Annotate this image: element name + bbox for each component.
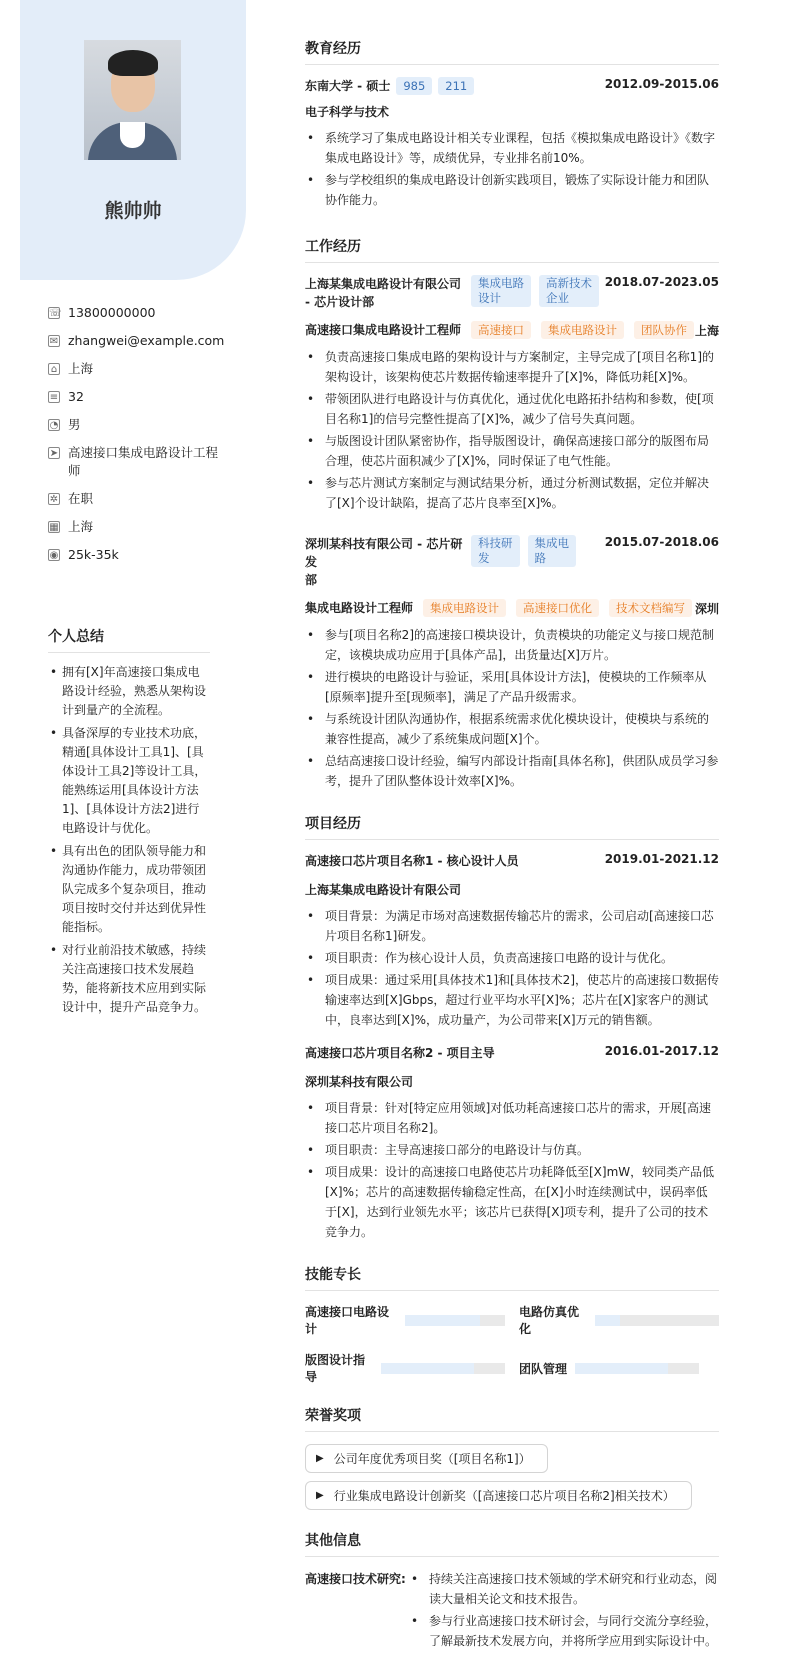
project-details bbox=[305, 1098, 719, 1242]
skill-name: 高速接口电路设计 bbox=[305, 1305, 390, 1336]
company-tag-line: 设计 bbox=[478, 291, 501, 305]
info-text: 32 bbox=[68, 389, 84, 404]
job-city: 深圳 bbox=[694, 601, 719, 616]
sidebar bbox=[0, 0, 260, 1624]
job-duty-item: • 参与[项目名称2]的高速接口模块设计，负责模块的功能定义与接口规范制定，该模块成功应用于[具体产品]，出货量达[X]万片。 bbox=[305, 625, 719, 665]
project-item: • 项目职责：主导高速接口部分的电路设计与仿真。 bbox=[305, 1140, 719, 1160]
skill-tag: 团队协作 bbox=[634, 321, 694, 339]
info-text: zhangwei@example.com bbox=[68, 333, 225, 348]
info-row bbox=[48, 518, 223, 536]
company-tag bbox=[539, 275, 599, 307]
other-item: • 持续关注高速接口技术领域的学术研究和行业动态，阅读大量相关论文和技术报告。 bbox=[409, 1569, 719, 1609]
company-name-line1: 深圳某科技有限公司 - 芯片研发 bbox=[305, 537, 463, 569]
skill-tag: 高速接口 bbox=[471, 321, 531, 339]
project-date: 2016.01-2017.12 bbox=[604, 1044, 719, 1058]
info-row bbox=[48, 360, 223, 378]
job-header bbox=[305, 275, 719, 311]
other-section bbox=[305, 1530, 719, 1653]
company-tag bbox=[528, 535, 577, 567]
project-entry bbox=[305, 1044, 719, 1242]
honors-section bbox=[305, 1405, 719, 1518]
expand-triangle-icon: ▶ bbox=[316, 1453, 324, 1464]
candidate-name: 熊帅帅 bbox=[104, 200, 162, 222]
work-section bbox=[305, 236, 719, 791]
info-row bbox=[48, 490, 223, 508]
company-tag-line: 企业 bbox=[546, 291, 569, 305]
contact-info bbox=[48, 304, 223, 574]
age-icon: ≡ bbox=[49, 392, 59, 403]
summary-item: • 具有出色的团队领导能力和沟通协作能力，成功带领团队完成多个复杂项目，推动项目按时交付并达到优异性能指标。 bbox=[48, 842, 210, 937]
skill-tag: 技术文档编写 bbox=[609, 599, 692, 617]
section-title: 工作经历 bbox=[305, 236, 719, 263]
company-tag-line: 科技研 bbox=[478, 536, 513, 550]
job-duty-item: • 进行模块的电路设计与验证，采用[具体设计方法]，使模块的工作频率从[原频率]提升至[现频率]，满足了产品升级需求。 bbox=[305, 667, 719, 707]
company-tag-line: 路 bbox=[534, 551, 546, 565]
company-tag-line: 集成电路 bbox=[478, 276, 524, 290]
project-company: 上海某集成电路设计有限公司 bbox=[305, 883, 462, 897]
education-item: • 系统学习了集成电路设计相关专业课程，包括《模拟集成电路设计》《数字集成电路设计》等，成绩优异，专业排名前10%。 bbox=[305, 128, 719, 168]
skill-level-fill bbox=[405, 1315, 480, 1326]
info-text: 上海 bbox=[68, 519, 94, 534]
honor-name: 行业集成电路设计创新奖（[高速接口芯片项目名称2]相关技术） bbox=[333, 1489, 675, 1503]
skill-item bbox=[305, 1351, 505, 1385]
honor-name: 公司年度优秀项目奖（[项目名称1]） bbox=[333, 1452, 531, 1466]
info-text: 高速接口集成电路设计工程师 bbox=[68, 445, 219, 478]
skill-item bbox=[305, 1303, 505, 1337]
education-section bbox=[305, 38, 719, 207]
project-details bbox=[305, 906, 719, 1030]
job-entry bbox=[305, 275, 719, 513]
school-tag: 211 bbox=[438, 77, 474, 95]
job-duty-item: • 与系统设计团队沟通协作，根据系统需求优化模块设计，使模块与系统的兼容性提高，减少了系统集成问题[X]个。 bbox=[305, 709, 719, 749]
honor-item[interactable] bbox=[305, 1481, 692, 1510]
main-content bbox=[305, 38, 719, 1653]
project-item: • 项目成果：通过采用[具体技术1]和[具体技术2]，使芯片的高速接口数据传输速率达到[X]Gbps，超过行业平均水平[X]%；芯片在[X]家客户的测试中，良率达到[X]%，成功量产，为公司带来[X]万元的销售额。 bbox=[305, 970, 719, 1030]
skill-level-fill bbox=[575, 1363, 668, 1374]
section-title: 技能专长 bbox=[305, 1264, 719, 1291]
status-icon: ✲ bbox=[49, 494, 59, 505]
job-duty-item: • 总结高速接口设计经验，编写内部设计指南[具体名称]，供团队成员学习参考，提升了团队整体设计效率[X]%。 bbox=[305, 751, 719, 791]
phone-icon: ☏ bbox=[49, 308, 62, 319]
section-title: 其他信息 bbox=[305, 1530, 719, 1557]
skill-name: 电路仿真优化 bbox=[519, 1305, 580, 1336]
company-name-line2: 部 bbox=[305, 573, 318, 587]
school-tag: 985 bbox=[396, 77, 432, 95]
skill-item bbox=[519, 1303, 719, 1337]
skill-item bbox=[519, 1351, 719, 1385]
summary-title: 个人总结 bbox=[48, 626, 210, 653]
home-icon: ⌂ bbox=[48, 363, 60, 375]
school-name: 东南大学 - 硕士 bbox=[305, 79, 391, 93]
job-duties bbox=[305, 625, 719, 791]
skill-level-bar bbox=[381, 1363, 505, 1374]
education-item: • 参与学校组织的集成电路设计创新实践项目，锻炼了实际设计能力和团队协作能力。 bbox=[305, 170, 719, 210]
honor-item[interactable] bbox=[305, 1444, 548, 1473]
skills-section bbox=[305, 1264, 719, 1385]
summary-item: • 对行业前沿技术敏感，持续关注高速接口技术发展趋势，能将新技术应用到实际设计中，提升产品竞争力。 bbox=[48, 941, 210, 1017]
skill-name: 团队管理 bbox=[519, 1361, 568, 1376]
summary-item: • 拥有[X]年高速接口集成电路设计经验，熟悉从架构设计到量产的全流程。 bbox=[48, 663, 210, 720]
gender-icon: ◔ bbox=[49, 420, 59, 431]
job-duty-item: • 负责高速接口集成电路的架构设计与方案制定，主导完成了[项目名称1]的架构设计，该架构使芯片数据传输速率提升了[X]%，降低功耗[X]%。 bbox=[305, 347, 719, 387]
major: 电子科学与技术 bbox=[305, 105, 390, 119]
job-duties bbox=[305, 347, 719, 513]
position-icon: ➤ bbox=[49, 448, 59, 459]
section-title: 项目经历 bbox=[305, 813, 719, 840]
mail-icon: ✉ bbox=[49, 336, 59, 347]
info-text: 男 bbox=[68, 417, 81, 432]
project-item: • 项目成果：设计的高速接口电路使芯片功耗降低至[X]mW，较同类产品低[X]%；芯片的高速数据传输稳定性高，在[X]小时连续测试中，误码率低于[X]，达到行业领先水平；该芯片已获得[X]项专利，提升了公司的技术竞争力。 bbox=[305, 1162, 719, 1242]
job-left bbox=[305, 275, 599, 311]
job-duty-item: • 与版图设计团队紧密协作，指导版图设计，确保高速接口部分的版图布局合理，使芯片面积减少了[X]%，同时保证了电气性能。 bbox=[305, 431, 719, 471]
job-date: 2015.07-2018.06 bbox=[604, 535, 719, 549]
info-row bbox=[48, 416, 223, 434]
company-name bbox=[305, 275, 467, 311]
project-item: • 项目背景：为满足市场对高速数据传输芯片的需求，公司启动[高速接口芯片项目名称1]研发。 bbox=[305, 906, 719, 946]
company-name-line1: 上海某集成电路设计有限公司 bbox=[305, 277, 462, 291]
job-role-left bbox=[305, 599, 692, 617]
skill-level-bar bbox=[575, 1363, 699, 1374]
projects-section bbox=[305, 813, 719, 1242]
other-label: 高速接口技术研究: bbox=[305, 1572, 406, 1586]
job-header bbox=[305, 535, 719, 589]
info-text: 25k-35k bbox=[68, 547, 119, 562]
job-city: 上海 bbox=[694, 323, 719, 338]
personal-summary bbox=[48, 626, 210, 1021]
skill-tag: 集成电路设计 bbox=[541, 321, 624, 339]
project-date: 2019.01-2021.12 bbox=[604, 852, 719, 866]
info-row bbox=[48, 546, 223, 564]
job-role-left bbox=[305, 321, 694, 339]
job-role-row bbox=[305, 599, 719, 617]
info-text: 13800000000 bbox=[68, 305, 156, 320]
job-date: 2018.07-2023.05 bbox=[604, 275, 719, 289]
skill-tag: 高速接口优化 bbox=[516, 599, 599, 617]
job-entry bbox=[305, 535, 719, 791]
job-role: 集成电路设计工程师 bbox=[305, 601, 414, 615]
section-title: 荣誉奖项 bbox=[305, 1405, 719, 1432]
skill-level-fill bbox=[381, 1363, 474, 1374]
profile-photo bbox=[84, 40, 181, 160]
other-item: • 参与行业高速接口技术研讨会，与同行交流分享经验，了解最新技术发展方向，并将所学应用到实际设计中。 bbox=[409, 1611, 719, 1651]
company-tag-line: 高新技术 bbox=[546, 276, 592, 290]
section-title: 教育经历 bbox=[305, 38, 719, 65]
company-name bbox=[305, 535, 467, 589]
salary-icon: ◉ bbox=[49, 550, 59, 561]
info-row bbox=[48, 304, 223, 322]
job-duty-item: • 带领团队进行电路设计与仿真优化，通过优化电路拓扑结构和参数，使[项目名称1]的信号完整性提高了[X]%，减少了信号失真问题。 bbox=[305, 389, 719, 429]
company-tag-line: 集成电 bbox=[534, 536, 569, 550]
expand-triangle-icon: ▶ bbox=[316, 1490, 324, 1501]
info-row bbox=[48, 444, 223, 480]
city-icon: ▦ bbox=[49, 522, 59, 533]
project-header bbox=[305, 1044, 719, 1061]
skill-tag: 集成电路设计 bbox=[423, 599, 506, 617]
company-tag bbox=[471, 535, 520, 567]
job-role-row bbox=[305, 321, 719, 339]
project-item: • 项目背景：针对[特定应用领域]对低功耗高速接口芯片的需求，开展[高速接口芯片项目名称2]。 bbox=[305, 1098, 719, 1138]
education-date: 2012.09-2015.06 bbox=[604, 77, 719, 91]
info-row bbox=[48, 388, 223, 406]
skill-level-fill bbox=[595, 1315, 620, 1326]
info-row bbox=[48, 332, 223, 350]
project-header bbox=[305, 852, 719, 869]
project-item: • 项目职责：作为核心设计人员，负责高速接口电路的设计与优化。 bbox=[305, 948, 719, 968]
skill-name: 版图设计指导 bbox=[305, 1353, 366, 1384]
job-left bbox=[305, 535, 576, 589]
skill-level-bar bbox=[405, 1315, 505, 1326]
skill-level-bar bbox=[595, 1315, 719, 1326]
summary-item: • 具备深厚的专业技术功底，精通[具体设计工具1]、[具体设计工具2]等设计工具，能熟练运用[具体设计方法1]、[具体设计方法2]进行电路设计与优化。 bbox=[48, 724, 210, 838]
project-name: 高速接口芯片项目名称2 - 项目主导 bbox=[305, 1046, 495, 1060]
job-role: 高速接口集成电路设计工程师 bbox=[305, 323, 462, 337]
project-company: 深圳某科技有限公司 bbox=[305, 1075, 414, 1089]
company-name-line2: - 芯片设计部 bbox=[305, 295, 375, 309]
info-text: 在职 bbox=[68, 491, 94, 506]
project-entry bbox=[305, 852, 719, 1030]
info-text: 上海 bbox=[68, 361, 94, 376]
company-tag-line: 发 bbox=[478, 551, 490, 565]
job-duty-item: • 参与芯片测试方案制定与测试结果分析，通过分析测试数据，定位并解决了[X]个设计缺陷，提高了芯片良率至[X]%。 bbox=[305, 473, 719, 513]
project-name: 高速接口芯片项目名称1 - 核心设计人员 bbox=[305, 854, 519, 868]
company-tag bbox=[471, 275, 531, 307]
